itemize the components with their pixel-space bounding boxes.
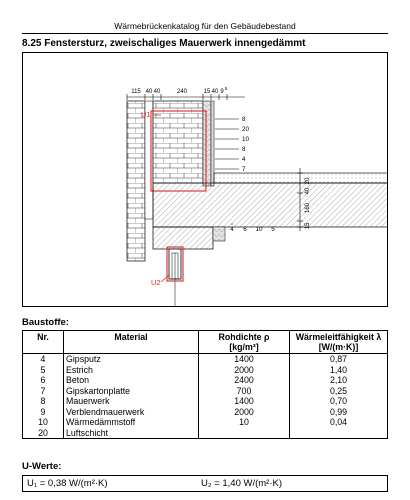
dim-right-15: 15 bbox=[305, 222, 311, 230]
dim-top-4: 240 bbox=[176, 89, 188, 95]
screed-layer bbox=[214, 173, 388, 183]
layer-label-bottom-5: 5 bbox=[271, 226, 275, 233]
layer-label-bottom-6: 6 bbox=[243, 226, 247, 233]
header-nr: Nr. bbox=[23, 331, 64, 354]
uvalues-box bbox=[22, 475, 388, 492]
header-density-line2: [kg/m³] bbox=[229, 342, 259, 352]
layer-label-10: 10 bbox=[242, 136, 250, 143]
cell-density: 2000 bbox=[199, 407, 290, 418]
table-row bbox=[23, 365, 388, 376]
header-material: Material bbox=[64, 331, 199, 354]
cell-lambda: 0,99 bbox=[290, 407, 388, 418]
section-title: 8.25 Fenstersturz, zweischaliges Mauerwerk innengedämmt bbox=[22, 38, 306, 49]
inner-masonry bbox=[153, 101, 203, 183]
layer-label-bottom-10: 10 bbox=[255, 226, 263, 233]
cell-density: 1400 bbox=[199, 354, 290, 365]
cell-density bbox=[199, 428, 290, 439]
cell-lambda: 0,04 bbox=[290, 417, 388, 428]
cell-nr: 4 bbox=[23, 354, 64, 365]
cell-nr: 5 bbox=[23, 365, 64, 376]
interior-insulation bbox=[203, 101, 211, 186]
uvalues-heading: U-Werte: bbox=[22, 461, 62, 472]
cell-nr: 8 bbox=[23, 396, 64, 407]
cell-material: Verblendmauerwerk bbox=[64, 407, 199, 418]
plasterboard bbox=[211, 101, 214, 186]
detail-drawing-svg bbox=[23, 53, 388, 307]
dim-right-40: 40 bbox=[305, 187, 311, 195]
u2-label: U2 bbox=[151, 278, 161, 287]
header-conductivity bbox=[290, 331, 388, 354]
materials-heading: Baustoffe: bbox=[22, 317, 69, 328]
cell-lambda: 0,70 bbox=[290, 396, 388, 407]
layer-label-4: 4 bbox=[242, 156, 246, 163]
cell-material: Mauerwerk bbox=[64, 396, 199, 407]
dim-right-20: 20 bbox=[305, 177, 311, 185]
materials-table bbox=[22, 330, 388, 439]
dim-top-6: 40 bbox=[211, 89, 219, 95]
lintel-beam bbox=[153, 227, 213, 249]
cell-density: 2000 bbox=[199, 365, 290, 376]
header-conductivity-line1: Wärmeleitfähigkeit λ bbox=[295, 332, 382, 342]
dim-top-5: 15 bbox=[203, 89, 211, 95]
cell-nr: 7 bbox=[23, 386, 64, 397]
table-row bbox=[23, 407, 388, 418]
dim-top-1: 115 bbox=[131, 89, 141, 95]
table-row bbox=[23, 428, 388, 439]
cell-material: Beton bbox=[64, 375, 199, 386]
cell-lambda: 1,40 bbox=[290, 365, 388, 376]
cell-material: Estrich bbox=[64, 365, 199, 376]
dim-right-160: 160 bbox=[305, 202, 311, 214]
layer-label-7: 7 bbox=[242, 166, 246, 173]
cell-density: 10 bbox=[199, 417, 290, 428]
cell-density: 2400 bbox=[199, 375, 290, 386]
u1-label: U1 bbox=[141, 110, 151, 119]
header-rule bbox=[22, 33, 388, 34]
cell-nr: 10 bbox=[23, 417, 64, 428]
cell-nr: 20 bbox=[23, 428, 64, 439]
cell-density: 700 bbox=[199, 386, 290, 397]
cell-lambda: 0,25 bbox=[290, 386, 388, 397]
layer-label-bottom-4: 4 bbox=[230, 226, 234, 233]
cell-nr: 9 bbox=[23, 407, 64, 418]
u1-value: U₁ = 0,38 W/(m²·K) bbox=[27, 478, 108, 489]
dim-top-superscript: 5 bbox=[224, 86, 228, 91]
u2-value: U₂ = 1,40 W/(m²·K) bbox=[201, 478, 283, 489]
layer-label-8b: 8 bbox=[242, 146, 246, 153]
table-row bbox=[23, 396, 388, 407]
cell-material: Luftschicht bbox=[64, 428, 199, 439]
table-header-row bbox=[23, 331, 388, 354]
cell-lambda bbox=[290, 428, 388, 439]
cell-material: Gipskartonplatte bbox=[64, 386, 199, 397]
cell-lambda: 2,10 bbox=[290, 375, 388, 386]
construction-drawing bbox=[22, 52, 388, 307]
table-row bbox=[23, 375, 388, 386]
cell-material: Gipsputz bbox=[64, 354, 199, 365]
table-row bbox=[23, 417, 388, 428]
header-density bbox=[199, 331, 290, 354]
dim-top-2: 40 bbox=[145, 89, 153, 95]
dim-top-3: 40 bbox=[153, 89, 161, 95]
header-conductivity-line2: [W/(m·K)] bbox=[318, 342, 359, 352]
facing-brick-wall bbox=[127, 101, 145, 261]
layer-label-8a: 8 bbox=[242, 116, 246, 123]
layer-label-20: 20 bbox=[242, 126, 250, 133]
catalog-header: Wärmebrückenkatalog für den Gebäudebestand bbox=[114, 21, 296, 31]
dim-top-7: 9 bbox=[220, 89, 224, 95]
cell-density: 1400 bbox=[199, 396, 290, 407]
table-row bbox=[23, 386, 388, 397]
cell-nr: 6 bbox=[23, 375, 64, 386]
table-row bbox=[23, 354, 388, 365]
lintel-insulation bbox=[213, 227, 225, 241]
header-density-line1: Rohdichte ρ bbox=[218, 332, 270, 342]
cell-material: Wärmedämmstoff bbox=[64, 417, 199, 428]
cell-lambda: 0,87 bbox=[290, 354, 388, 365]
